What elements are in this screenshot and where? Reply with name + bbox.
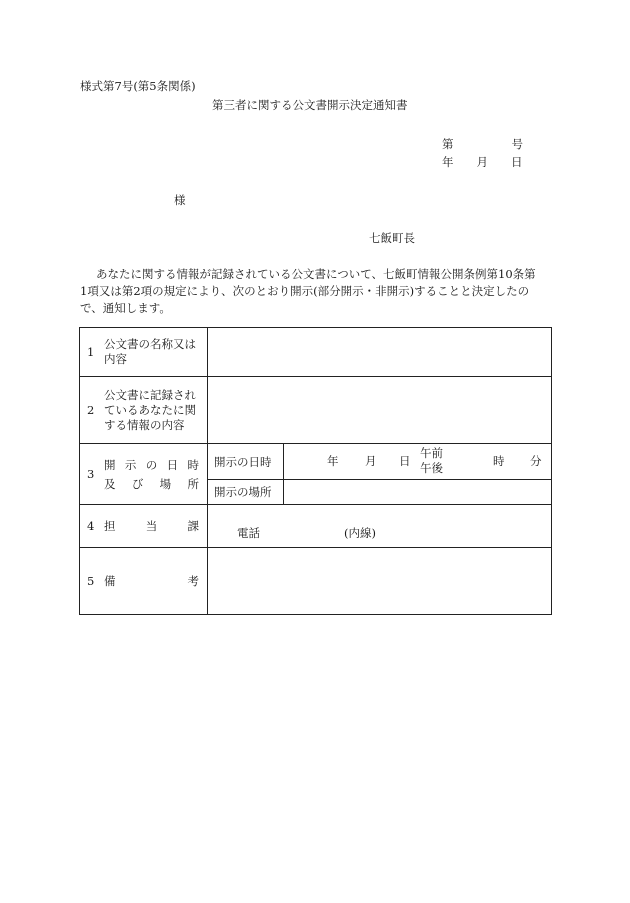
label-char: び	[131, 476, 144, 491]
label-char: 日	[166, 457, 179, 472]
label-char: 時	[187, 457, 199, 472]
datetime-year: 年	[327, 454, 339, 468]
label-line: する情報の内容	[104, 417, 185, 432]
value-remarks[interactable]	[208, 548, 552, 615]
label-char: 備	[104, 574, 116, 588]
date-month: 月	[476, 155, 488, 169]
label-document-name	[80, 328, 208, 377]
phone-label: 電話	[237, 526, 260, 540]
extension-label: (内線)	[344, 526, 376, 540]
row-number: 5	[87, 574, 95, 588]
sub-label-place: 開示の場所	[208, 480, 284, 505]
row-number: 4	[87, 519, 95, 533]
label-char: 担	[104, 519, 116, 533]
label-char: の	[145, 457, 158, 472]
row-information-content	[80, 377, 552, 444]
label-line	[104, 476, 199, 492]
row-number: 2	[87, 403, 95, 417]
label-char: 当	[145, 519, 158, 533]
body-line-1: あなたに関する情報が記録されている公文書について、七飯町情報公開条例第10条第	[96, 267, 536, 281]
label-char: 考	[187, 574, 199, 588]
value-disclosure-place[interactable]	[284, 480, 552, 505]
datetime-month: 月	[365, 454, 377, 468]
label-line: 公文書の名称又は	[104, 337, 196, 351]
row-remarks	[80, 548, 552, 615]
value-information-content[interactable]	[208, 377, 552, 444]
document-title: 第三者に関する公文書開示決定通知書	[212, 98, 408, 112]
value-disclosure-datetime[interactable]	[284, 444, 552, 480]
body-line-2: 1項又は第2項の規定により、次のとおり開示(部分開示・非開示)することと決定したの	[80, 284, 530, 298]
label-line	[104, 573, 199, 589]
label-char: 所	[187, 476, 199, 491]
notice-form-table	[79, 327, 552, 615]
label-char: 及	[104, 476, 116, 491]
body-line-3: で、通知します。	[80, 301, 171, 315]
number-prefix: 第	[442, 137, 454, 151]
form-number: 様式第7号(第5条関係)	[80, 79, 196, 93]
document-number-line	[442, 139, 523, 151]
label-line: ているあなたに関	[104, 402, 196, 417]
document-date-line	[442, 157, 523, 169]
datetime-day: 日	[399, 454, 411, 468]
label-char: 開	[104, 457, 116, 472]
row-number: 1	[87, 345, 95, 359]
label-char: 示	[124, 457, 137, 472]
label-line	[104, 518, 199, 534]
date-year: 年	[442, 155, 454, 169]
label-information-content	[80, 377, 208, 444]
label-remarks	[80, 548, 208, 615]
label-line: 公文書に記録され	[104, 387, 196, 402]
row-document-name	[80, 328, 552, 377]
label-char: 課	[187, 519, 199, 533]
datetime-minute: 分	[530, 454, 542, 468]
row-department	[80, 505, 552, 548]
row-disclosure-datetime	[80, 444, 552, 480]
datetime-am: 午前	[420, 446, 443, 460]
issuer: 七飯町長	[369, 231, 415, 245]
notice-body	[80, 266, 560, 317]
datetime-pm: 午後	[420, 461, 443, 475]
date-day: 日	[511, 155, 523, 169]
value-document-name[interactable]	[208, 328, 552, 377]
label-line: 内容	[104, 352, 127, 366]
label-department	[80, 505, 208, 548]
sub-label-datetime: 開示の日時	[208, 444, 284, 480]
value-department[interactable]	[208, 505, 552, 548]
label-char: 場	[159, 476, 172, 491]
label-line	[104, 457, 199, 473]
datetime-hour: 時	[493, 454, 505, 468]
addressee: 様	[174, 193, 186, 207]
label-disclosure-datetime-place	[80, 444, 208, 505]
number-suffix: 号	[511, 137, 523, 151]
row-number: 3	[87, 467, 95, 481]
